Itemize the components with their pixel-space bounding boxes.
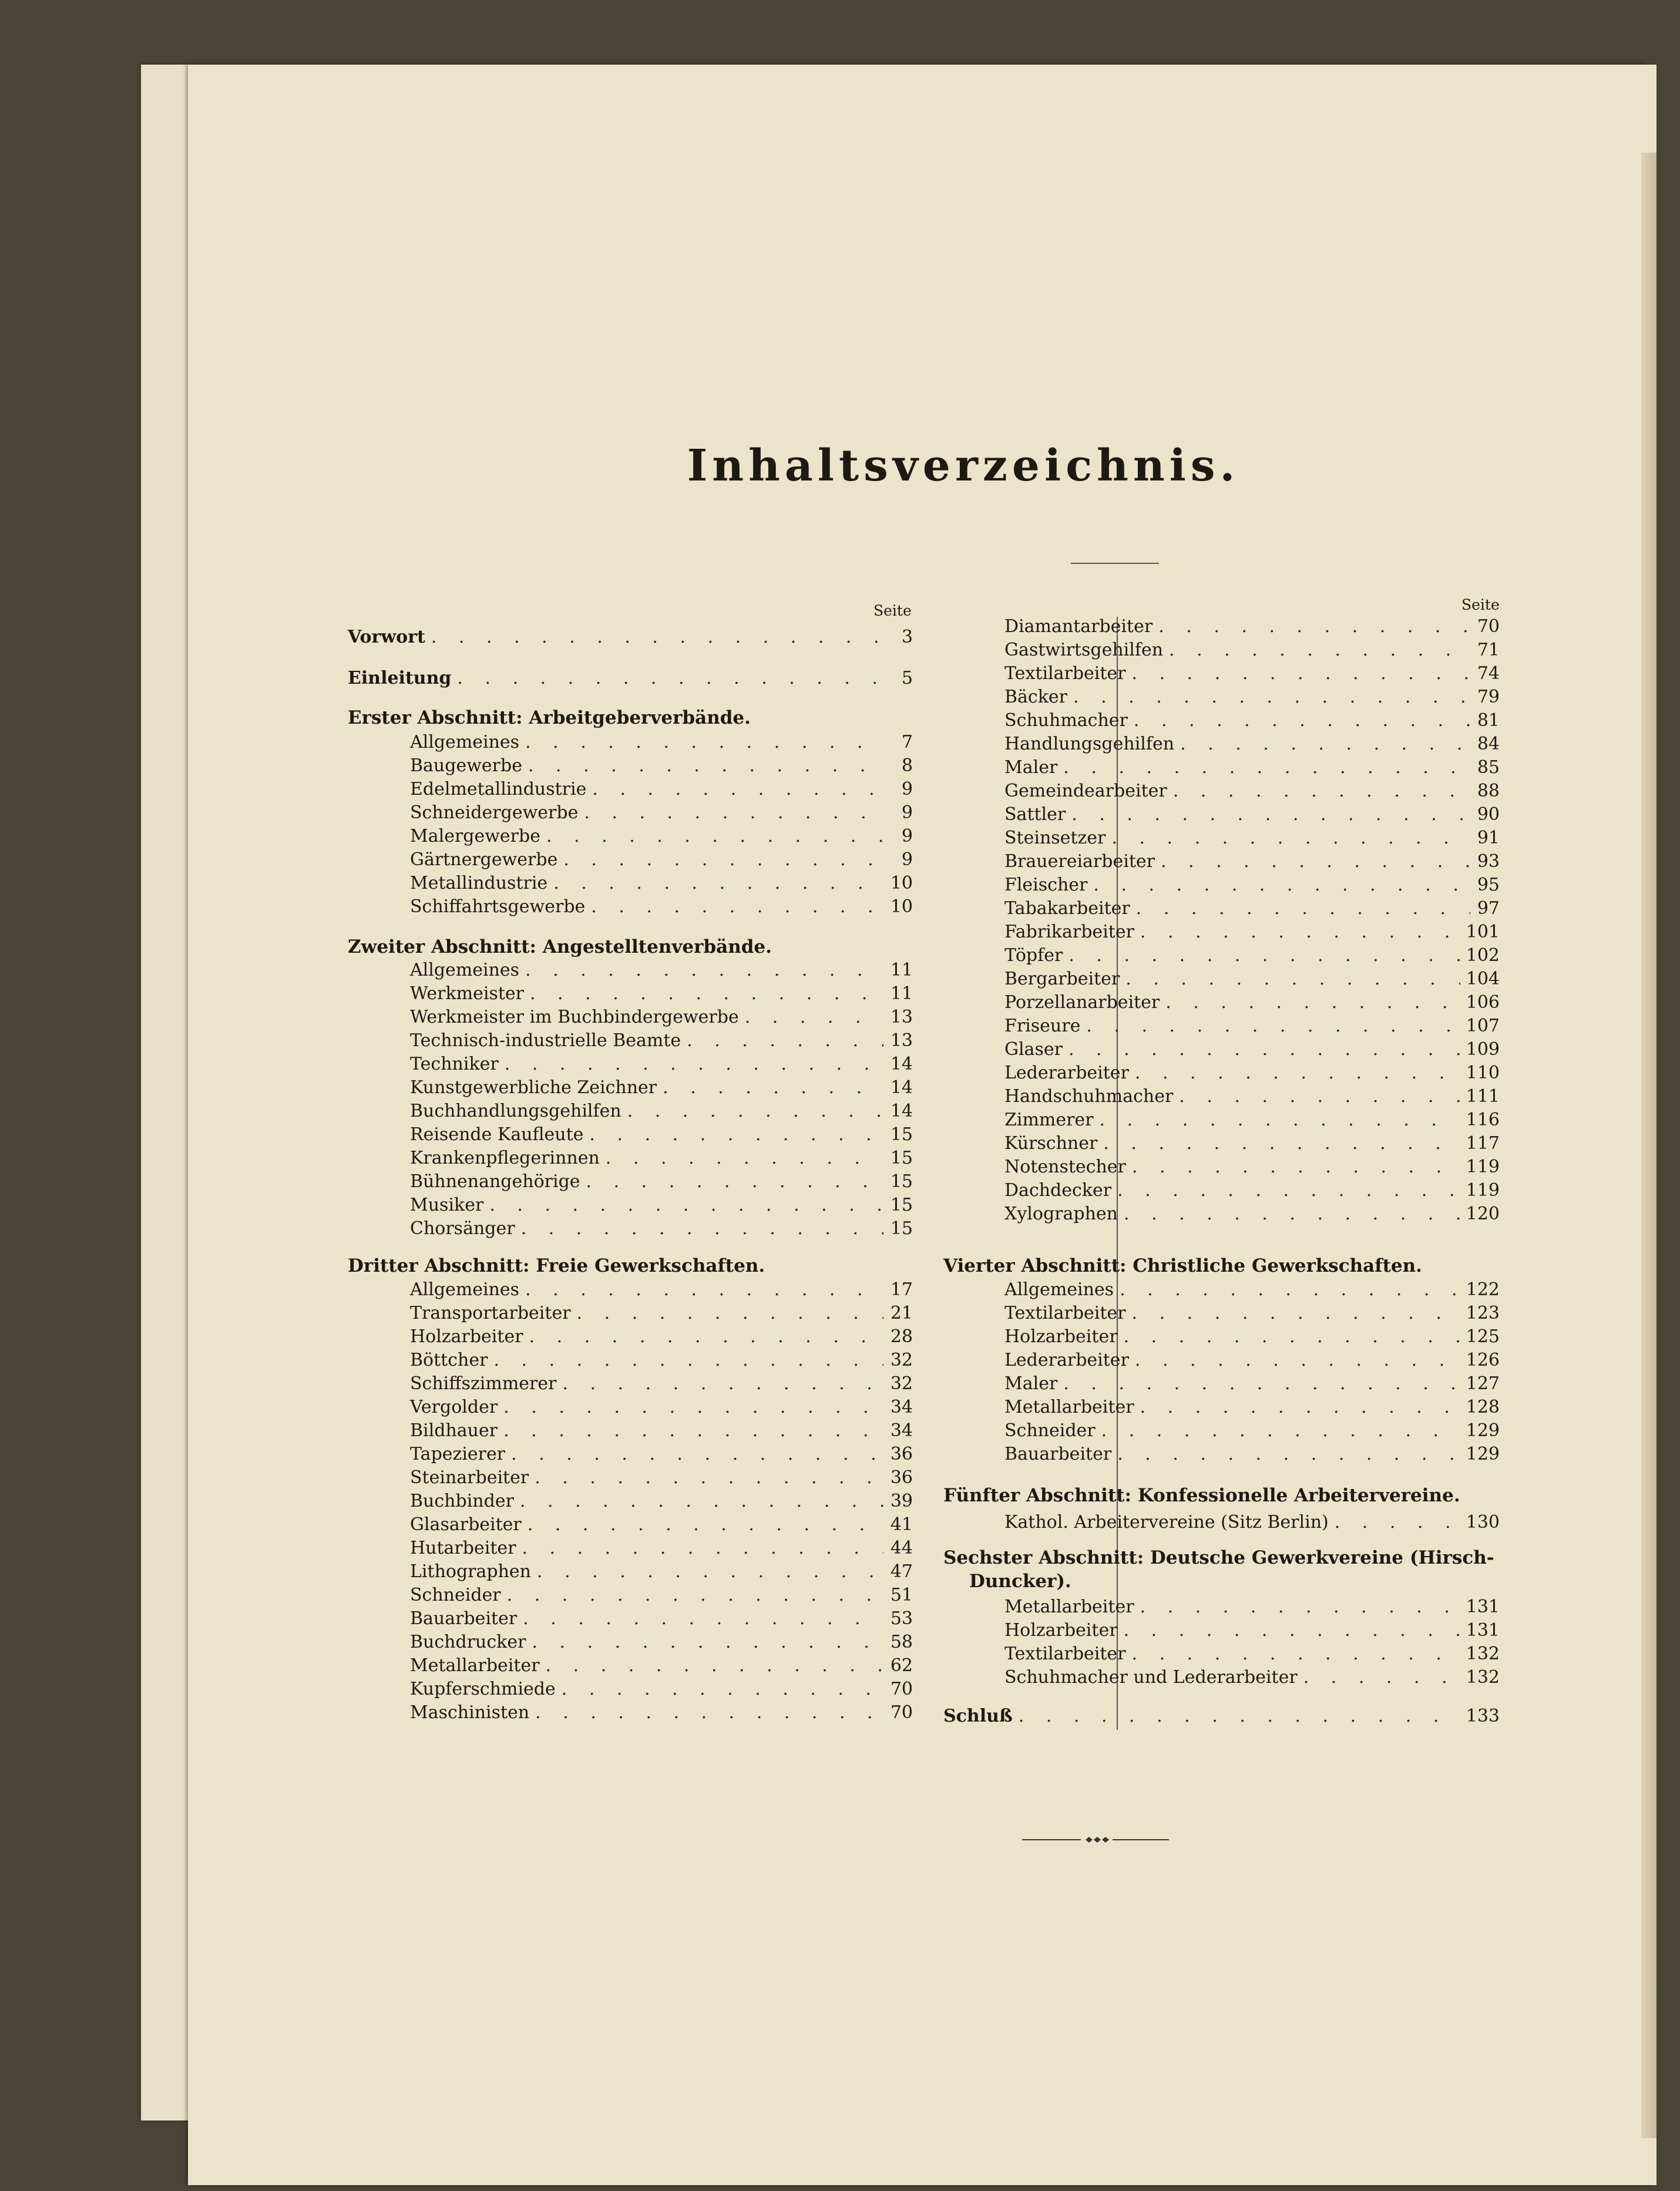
toc-entry: Brauereiarbeiter . . . 93 bbox=[1004, 850, 1500, 873]
toc-entry: Töpfer . . . 102 bbox=[1004, 944, 1500, 967]
toc-entry: Bergarbeiter . . . 104 bbox=[1004, 967, 1500, 991]
toc-entry: Baugewerbe . . . 8 bbox=[410, 754, 913, 778]
toc-entry: Gemeindearbeiter . . . 88 bbox=[1004, 779, 1500, 803]
toc-entry: Textilarbeiter . . . 123 bbox=[1004, 1302, 1500, 1325]
toc-entry: Werkmeister . . . 11 bbox=[410, 982, 913, 1006]
toc-entry: Gastwirtsgehilfen . . . 71 bbox=[1004, 639, 1500, 662]
toc-entry: Schneider . . . 129 bbox=[1004, 1419, 1500, 1443]
book-page bbox=[188, 65, 1657, 2185]
ornament-divider bbox=[1022, 1834, 1169, 1846]
toc-entry: Reisende Kaufleute . . . 15 bbox=[410, 1123, 913, 1147]
toc-entry: Kürschner . . . 117 bbox=[1004, 1132, 1500, 1155]
toc-entry: Technisch-industrielle Beamte . . . 13 bbox=[410, 1029, 913, 1053]
toc-entry: Metallarbeiter . . . 62 bbox=[410, 1654, 913, 1678]
toc-entry: Allgemeines . . . 17 bbox=[410, 1278, 913, 1302]
toc-entry: Maler . . . 127 bbox=[1004, 1372, 1500, 1396]
toc-entry: Notenstecher . . . 119 bbox=[1004, 1155, 1500, 1179]
toc-entry: Edelmetallindustrie . . . 9 bbox=[410, 778, 913, 801]
toc-entry: Steinsetzer . . . 91 bbox=[1004, 826, 1500, 850]
toc-entry: Allgemeines . . . 122 bbox=[1004, 1278, 1500, 1302]
toc-entry: Holzarbeiter . . . 125 bbox=[1004, 1325, 1500, 1349]
toc-entry: Diamantarbeiter . . . 70 bbox=[1004, 615, 1500, 639]
toc-entry: Metallarbeiter . . . 128 bbox=[1004, 1396, 1500, 1419]
toc-entry: Holzarbeiter . . . 131 bbox=[1004, 1619, 1500, 1642]
toc-entry: Kathol. Arbeitervereine (Sitz Berlin) . . . 130 bbox=[1004, 1511, 1500, 1534]
toc-entry: Zimmerer . . . 116 bbox=[1004, 1108, 1500, 1132]
toc-entry: Lederarbeiter . . . 126 bbox=[1004, 1349, 1500, 1372]
toc-entry: Metallarbeiter . . . 131 bbox=[1004, 1595, 1500, 1619]
toc-entry: Glasarbeiter . . . 41 bbox=[410, 1513, 913, 1537]
toc-entry: Glaser . . . 109 bbox=[1004, 1038, 1500, 1061]
section-heading-2: Zweiter Abschnitt: Angestelltenverbände. bbox=[348, 936, 772, 957]
toc-entry: Transportarbeiter . . . 21 bbox=[410, 1302, 913, 1325]
section-heading-1: Erster Abschnitt: Arbeitgeberverbände. bbox=[348, 707, 751, 728]
toc-entry-einleitung: Einleitung . . . 5 bbox=[348, 667, 913, 690]
toc-entry: Handschuhmacher . . . 111 bbox=[1004, 1085, 1500, 1108]
toc-entry: Bauarbeiter . . . 53 bbox=[410, 1607, 913, 1631]
section-heading-6: Sechster Abschnitt: Deutsche Gewerkvereine (Hirsch- bbox=[943, 1547, 1494, 1568]
toc-entry: Kupferschmiede . . . 70 bbox=[410, 1678, 913, 1701]
toc-entry: Schiffahrtsgewerbe . . . 10 bbox=[410, 895, 913, 919]
toc-entry: Techniker . . . 14 bbox=[410, 1053, 913, 1076]
toc-entry: Xylographen . . . 120 bbox=[1004, 1202, 1500, 1226]
toc-entry: Schneidergewerbe . . . 9 bbox=[410, 801, 913, 825]
section-heading-3: Dritter Abschnitt: Freie Gewerkschaften. bbox=[348, 1255, 765, 1276]
toc-entry: Bauarbeiter . . . 129 bbox=[1004, 1443, 1500, 1466]
toc-entry: Steinarbeiter . . . 36 bbox=[410, 1466, 913, 1490]
toc-entry: Maler . . . 85 bbox=[1004, 756, 1500, 779]
toc-entry: Kunstgewerbliche Zeichner . . . 14 bbox=[410, 1076, 913, 1100]
toc-entry: Holzarbeiter . . . 28 bbox=[410, 1325, 913, 1349]
toc-entry-schluss: Schluß . . . 133 bbox=[943, 1705, 1500, 1728]
section-heading-5: Fünfter Abschnitt: Konfessionelle Arbeitervereine. bbox=[943, 1485, 1460, 1506]
toc-entry: Chorsänger . . . 15 bbox=[410, 1217, 913, 1241]
toc-entry: Lithographen . . . 47 bbox=[410, 1560, 913, 1584]
toc-entry: Buchdrucker . . . 58 bbox=[410, 1631, 913, 1654]
toc-entry: Fleischer . . . 95 bbox=[1004, 873, 1500, 897]
page-title: Inhaltsverzeichnis. bbox=[687, 441, 1240, 491]
toc-entry: Bühnenangehörige . . . 15 bbox=[410, 1170, 913, 1194]
toc-entry: Musiker . . . 15 bbox=[410, 1194, 913, 1217]
toc-entry: Krankenpflegerinnen . . . 15 bbox=[410, 1147, 913, 1170]
toc-entry: Textilarbeiter . . . 132 bbox=[1004, 1642, 1500, 1666]
toc-entry: Malergewerbe . . . 9 bbox=[410, 825, 913, 848]
toc-entry: Sattler . . . 90 bbox=[1004, 803, 1500, 826]
toc-entry: Porzellanarbeiter . . . 106 bbox=[1004, 991, 1500, 1014]
toc-entry: Lederarbeiter . . . 110 bbox=[1004, 1061, 1500, 1085]
toc-entry: Dachdecker . . . 119 bbox=[1004, 1179, 1500, 1202]
toc-entry-vorwort: Vorwort . . . 3 bbox=[348, 626, 913, 649]
toc-entry: Allgemeines . . . 11 bbox=[410, 959, 913, 982]
toc-entry: Buchbinder . . . 39 bbox=[410, 1490, 913, 1513]
left-seite-header: Seite bbox=[873, 602, 912, 619]
toc-entry: Metallindustrie . . . 10 bbox=[410, 872, 913, 895]
toc-entry: Fabrikarbeiter . . . 101 bbox=[1004, 920, 1500, 944]
toc-entry: Schiffszimmerer . . . 32 bbox=[410, 1372, 913, 1396]
toc-entry: Schneider . . . 51 bbox=[410, 1584, 913, 1607]
toc-entry: Friseure . . . 107 bbox=[1004, 1014, 1500, 1038]
toc-entry: Buchhandlungsgehilfen . . . 14 bbox=[410, 1100, 913, 1123]
toc-entry: Maschinisten . . . 70 bbox=[410, 1701, 913, 1725]
title-rule bbox=[1071, 563, 1159, 564]
toc-entry: Werkmeister im Buchbindergewerbe . . . 13 bbox=[410, 1006, 913, 1029]
toc-entry: Tapezierer . . . 36 bbox=[410, 1443, 913, 1466]
toc-entry: Textilarbeiter . . . 74 bbox=[1004, 662, 1500, 685]
toc-entry: Tabakarbeiter . . . 97 bbox=[1004, 897, 1500, 920]
toc-entry: Hutarbeiter . . . 44 bbox=[410, 1537, 913, 1560]
toc-entry: Bäcker . . . 79 bbox=[1004, 685, 1500, 709]
toc-entry: Böttcher . . . 32 bbox=[410, 1349, 913, 1372]
toc-entry: Gärtnergewerbe . . . 9 bbox=[410, 848, 913, 872]
toc-entry: Schuhmacher . . . 81 bbox=[1004, 709, 1500, 732]
right-seite-header: Seite bbox=[1461, 596, 1500, 613]
toc-entry: Schuhmacher und Lederarbeiter . . . 132 bbox=[1004, 1666, 1500, 1689]
section-heading-4: Vierter Abschnitt: Christliche Gewerkschaften. bbox=[943, 1255, 1422, 1276]
toc-entry: Handlungsgehilfen . . . 84 bbox=[1004, 732, 1500, 756]
toc-entry: Allgemeines . . . 7 bbox=[410, 731, 913, 754]
toc-entry: Vergolder . . . 34 bbox=[410, 1396, 913, 1419]
toc-entry: Bildhauer . . . 34 bbox=[410, 1419, 913, 1443]
section-heading-6-continued: Duncker). bbox=[969, 1571, 1071, 1592]
